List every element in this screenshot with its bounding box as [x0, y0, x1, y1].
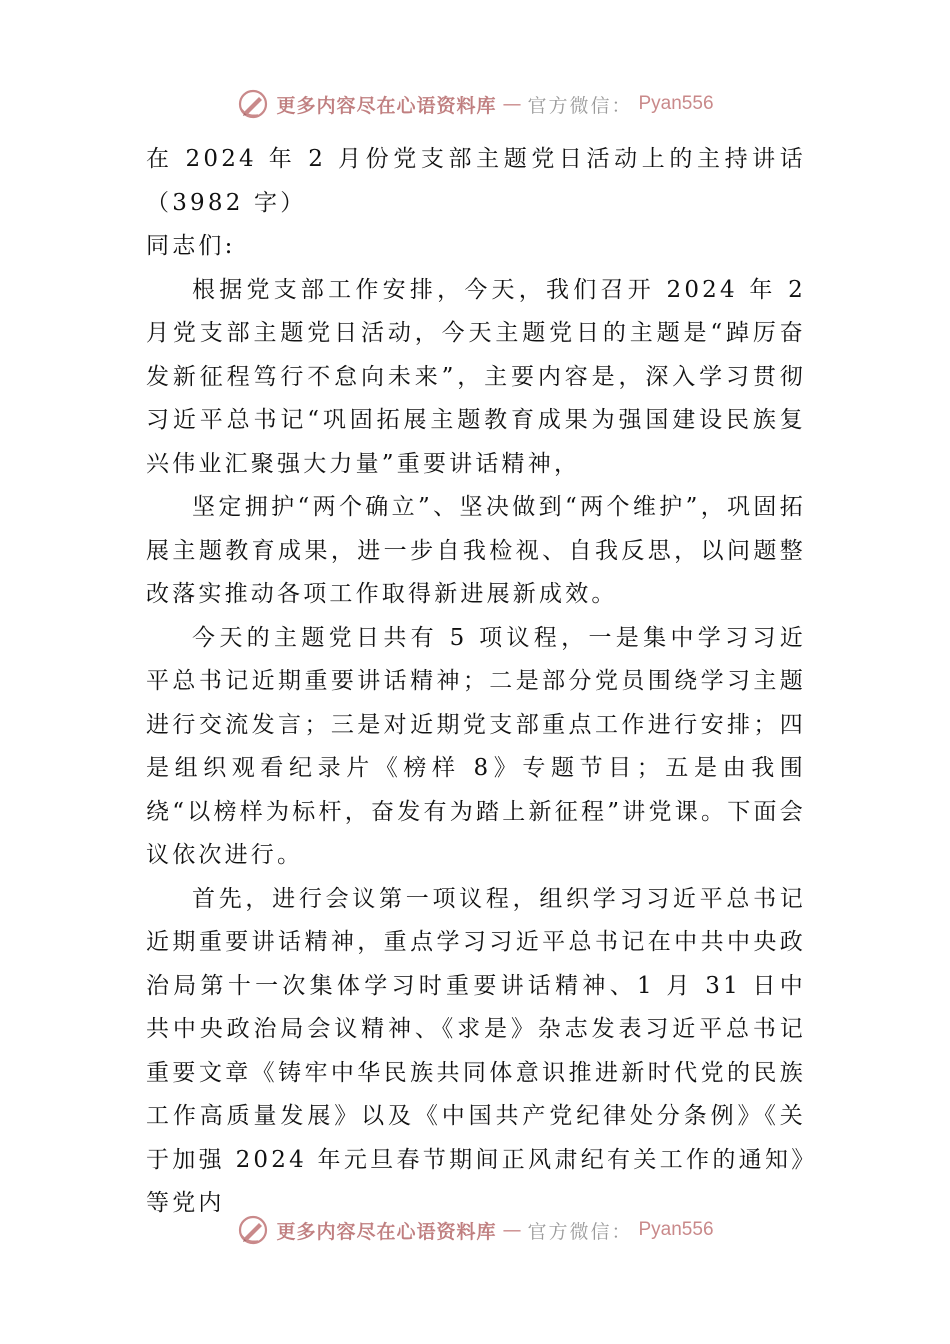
watermark-wechat-id: Pyan556: [638, 93, 714, 114]
document-title: 在 2024 年 2 月份党支部主题党日活动上的主持讲话（3982 字）: [146, 146, 806, 216]
watermark-label: 官方微信：: [527, 1220, 633, 1243]
watermark-separator: —: [502, 1219, 522, 1241]
paragraph-1: 根据党支部工作安排，今天，我们召开 2024 年 2 月党支部主题党日活动，今天主题党日的主题是“踔厉奋发新征程笃行不怠向未来”，主要内容是，深入学习贯彻习近平总书记“巩固拓展主题教育成果为强国建设民族复兴伟业汇聚强大力量”重要讲话精神，: [146, 276, 806, 477]
document-salutation: 同志们:: [146, 233, 236, 259]
footer-watermark: [0, 1210, 950, 1250]
pen-ring-logo-icon: [236, 87, 270, 121]
pen-ring-logo-icon: [236, 1213, 270, 1247]
paragraph-2: 坚定拥护“两个确立”、坚决做到“两个维护”，巩固拓展主题教育成果，进一步自我检视、自我反思，以问题整改落实推动各项工作取得新进展新成效。: [146, 494, 806, 607]
header-watermark: [0, 84, 950, 124]
watermark-wechat-id: Pyan556: [638, 1219, 714, 1240]
paragraph-4: 首先，进行会议第一项议程，组织学习习近平总书记近期重要讲话精神，重点学习习近平总书记在中共中央政治局第十一次集体学习时重要讲话精神、1 月 31 日中共中央政治局会议精神、《求是》杂志发表习近平总书记重要文章《铸牢中华民族共同体意识推进新时代党的民族工作高质量发展》以及《中国共产党纪律处分条例》《关于加强 2024 年元旦春节期间正风肃纪有关工作的通知》等党内: [146, 885, 806, 1216]
watermark-label: 官方微信：: [527, 94, 633, 117]
watermark-brand: 更多内容尽在心语资料库: [276, 94, 497, 117]
paragraph-3: 今天的主题党日共有 5 项议程，一是集中学习习近平总书记近期重要讲话精神；二是部分党员围绕学习主题进行交流发言；三是对近期党支部重点工作进行安排；四是组织观看纪录片《榜样 8》专题节目；五是由我围绕“以榜样为标杆，奋发有为踏上新征程”讲党课。下面会议依次进行。: [146, 624, 806, 868]
watermark-brand: 更多内容尽在心语资料库: [276, 1220, 497, 1243]
document-body: [146, 138, 806, 1226]
watermark-separator: —: [502, 93, 522, 115]
